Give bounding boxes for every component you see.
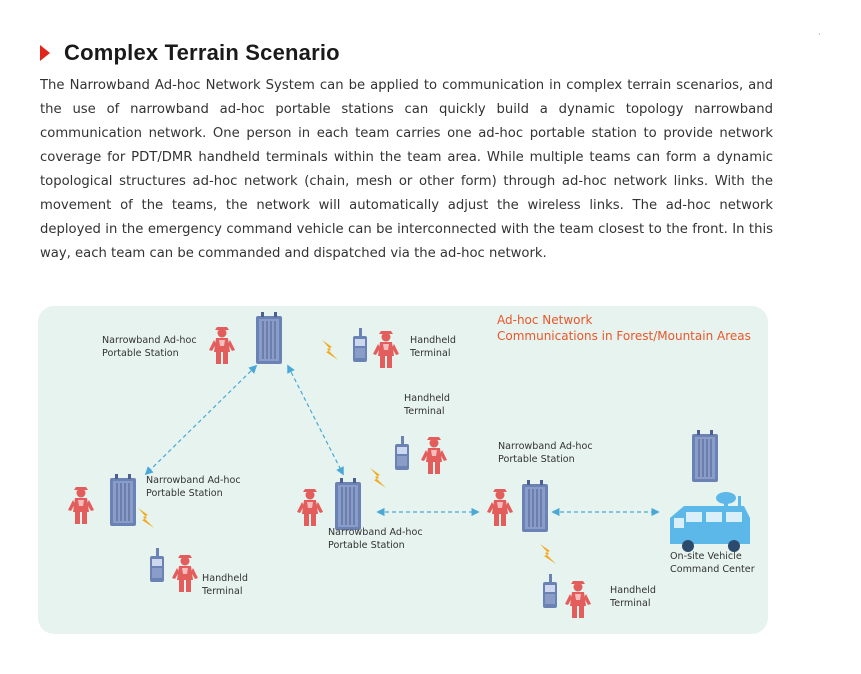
person-icon <box>487 489 513 526</box>
station-label-right: Narrowband Ad-hoc Portable Station <box>498 441 593 465</box>
link-top-center <box>288 366 343 474</box>
handheld-radio-icon <box>395 436 409 470</box>
portable-station-icon <box>256 312 282 364</box>
handheld-radio-icon <box>353 328 367 362</box>
diagram-title-line1: Ad-hoc Network <box>497 313 593 327</box>
handheld-radio-icon <box>150 548 164 582</box>
portable-station-icon <box>110 474 136 526</box>
command-vehicle-icon <box>670 492 750 552</box>
signal-spark-icon <box>370 468 386 488</box>
handheld-label-mid: Handheld Terminal <box>404 393 451 417</box>
vehicle-label: On-site Vehicle Command Center <box>670 551 755 575</box>
station-label-left: Narrowband Ad-hoc Portable Station <box>146 475 241 499</box>
signal-spark-icon <box>322 340 338 360</box>
triangle-bullet-icon <box>40 45 50 61</box>
station-label-center: Narrowband Ad-hoc Portable Station <box>328 527 423 551</box>
network-diagram <box>38 306 768 634</box>
person-icon <box>297 489 323 526</box>
link-top-left <box>146 366 256 474</box>
vehicle-station-icon <box>692 430 718 482</box>
corner-mark: · <box>818 30 821 40</box>
intro-paragraph: The Narrowband Ad-hoc Network System can be applied to communication in complex terrain scenarios, and the use of narrowband ad-hoc portable stations can quickly build a dynamic topology narrowband communication network. One person in each team carries one ad-hoc portable station to provide network coverage for PDT/DMR handheld terminals within the team area. While multiple teams can form a dynamic topological structures ad-hoc network (chain, mesh or other form) through ad-hoc network links. With the movement of the teams, the network will automatically adjust the wireless links. The ad-hoc network deployed in the emergency command vehicle can be interconnected with the team closest to the front. In this way, each team can be commanded and dispatched via the ad-hoc network. <box>40 78 773 261</box>
person-icon <box>373 331 399 368</box>
diagram-title-line2: Communications in Forest/Mountain Areas <box>497 329 751 343</box>
signal-spark-icon <box>540 544 556 564</box>
section-title: Complex Terrain Scenario <box>64 40 340 65</box>
section-heading <box>40 38 340 68</box>
person-icon <box>68 487 94 524</box>
handheld-radio-icon <box>543 574 557 608</box>
handheld-label-top: Handheld Terminal <box>410 335 457 359</box>
handheld-label-left: Handheld Terminal <box>202 573 249 597</box>
person-icon <box>209 327 235 364</box>
person-icon <box>172 555 198 592</box>
person-icon <box>565 581 591 618</box>
handheld-label-right: Handheld Terminal <box>610 585 657 609</box>
portable-station-icon <box>335 478 361 530</box>
station-label-top: Narrowband Ad-hoc Portable Station <box>102 335 197 359</box>
person-icon <box>421 437 447 474</box>
portable-station-icon <box>522 480 548 532</box>
signal-spark-icon <box>138 508 154 528</box>
